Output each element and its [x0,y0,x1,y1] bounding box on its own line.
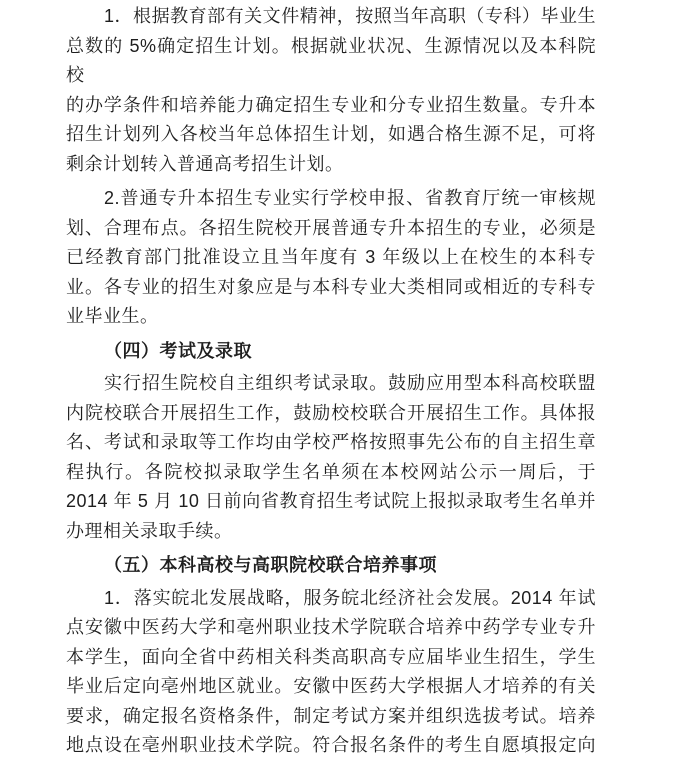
text-line: 名、考试和录取等工作均由学校严格按照事先公布的自主招生章 [66,432,596,452]
heading-text-line: （四）考试及录取 [104,340,252,361]
text-line: 实行招生院校自主组织考试录取。鼓励应用型本科高校联盟 [104,373,596,393]
document-body [66,2,596,766]
text-line: 2014 年 5 月 10 日前向省教育招生考试院上报拟录取考生名单并 [66,491,596,511]
text-line: 本学生，面向全省中药相关科类高职高专应届毕业生招生，学生 [66,646,596,667]
text-line: 点安徽中医药大学和亳州职业技术学院联合培养中药学专业专升 [66,617,596,637]
text-line: 1．根据教育部有关文件精神，按照当年高职（专科）毕业生 [104,6,596,26]
text-line: 划、合理布点。各招生院校开展普通专升本招生的专业，必须是 [66,217,596,238]
paragraph [66,584,596,761]
text-line: 业毕业生。 [66,306,159,326]
text-line: 剩余计划转入普通高考招生计划。 [66,153,344,174]
text-line: 要求，确定报名资格条件，制定考试方案并组织选拔考试。培养 [66,705,596,726]
text-line: 业。各专业的招生对象应是与本科专业大类相同或相近的专科专 [66,276,596,297]
text-line: 地点设在亳州职业技术学院。符合报名条件的考生自愿填报定向 [66,735,596,755]
paragraph [66,184,596,332]
section-heading [66,551,596,581]
section-heading [66,337,596,367]
text-line: 招生计划列入各校当年总体招生计划，如遇合格生源不足，可将 [66,124,596,144]
text-line: 办理相关录取手续。 [66,520,233,541]
text-line: 的办学条件和培养能力确定招生专业和分专业招生数量。专升本 [66,94,596,115]
text-line: 1．落实皖北发展战略，服务皖北经济社会发展。2014 年试 [104,587,596,608]
text-line: 已经教育部门批准设立且当年度有 3 年级以上在校生的本科专 [66,247,596,267]
paragraph [66,2,596,179]
text-line: 毕业后定向亳州地区就业。安徽中医药大学根据人才培养的有关 [66,676,596,696]
heading-text-line: （五）本科高校与高职院校联合培养事项 [104,555,437,575]
text-line: 总数的 5%确定招生计划。根据就业状况、生源情况以及本科院校 [66,35,596,85]
paragraph [66,369,596,546]
text-line: 程执行。各院校拟录取学生名单须在本校网站公示一周后，于 [66,461,596,482]
text-line: 内院校联合开展招生工作，鼓励校校联合开展招生工作。具体报 [66,402,596,423]
text-line: 2.普通专升本招生专业实行学校申报、省教育厅统一审核规 [104,188,596,208]
